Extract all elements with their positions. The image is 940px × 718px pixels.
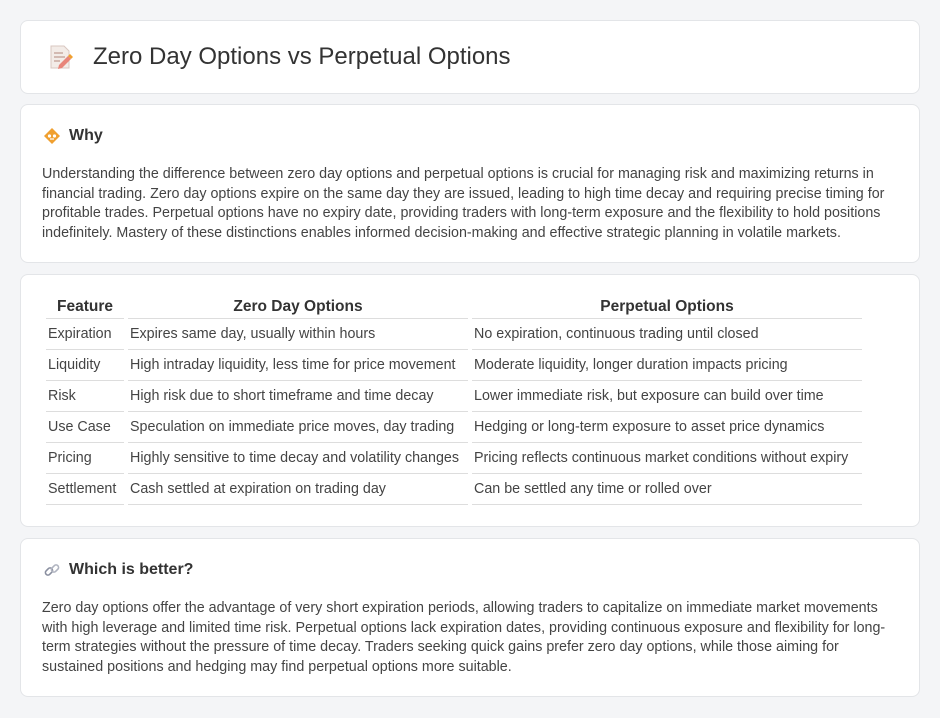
document-pencil-icon xyxy=(47,43,73,71)
table-row xyxy=(46,381,862,412)
table-row xyxy=(46,474,862,505)
better-card xyxy=(20,538,920,697)
table-row xyxy=(46,350,862,381)
table-row xyxy=(46,412,862,443)
feature-cell: Risk xyxy=(46,381,124,412)
zero-day-cell: Speculation on immediate price moves, day trading xyxy=(128,412,468,443)
why-body: Understanding the difference between zero day options and perpetual options is crucial for managing risk and maximizing returns in financial trading. Zero day options expire on the same day they are issued, leading to high time decay and requiring precise timing for profitable trades. Perpetual options have no expiry date, providing traders with long-term exposure and the flexibility to hold positions indefinitely. Mastery of these distinctions enables informed decision-making and effective strategic planning in volatile markets. xyxy=(42,166,885,241)
page-title: Zero Day Options vs Perpetual Options xyxy=(93,43,511,70)
zero-day-cell: Expires same day, usually within hours xyxy=(128,319,468,350)
better-header xyxy=(43,561,193,579)
feature-cell: Pricing xyxy=(46,443,124,474)
warning-diamond-icon xyxy=(43,127,61,145)
perpetual-cell: Hedging or long-term exposure to asset price dynamics xyxy=(472,412,862,443)
why-card xyxy=(20,104,920,263)
table-row xyxy=(46,443,862,474)
perpetual-cell: No expiration, continuous trading until closed xyxy=(472,319,862,350)
table-row xyxy=(46,319,862,350)
comparison-card xyxy=(20,274,920,527)
header-zero-day: Zero Day Options xyxy=(128,294,468,319)
better-heading: Which is better? xyxy=(69,561,194,578)
zero-day-cell: High intraday liquidity, less time for price movement xyxy=(128,350,468,381)
table-header-row xyxy=(46,294,862,319)
zero-day-cell: High risk due to short timeframe and time decay xyxy=(128,381,468,412)
feature-cell: Liquidity xyxy=(46,350,124,381)
feature-cell: Use Case xyxy=(46,412,124,443)
perpetual-cell: Lower immediate risk, but exposure can build over time xyxy=(472,381,862,412)
zero-day-cell: Cash settled at expiration on trading day xyxy=(128,474,468,505)
why-header xyxy=(43,127,103,145)
perpetual-cell: Can be settled any time or rolled over xyxy=(472,474,862,505)
header-perpetual: Perpetual Options xyxy=(472,294,862,319)
title-card xyxy=(20,20,920,94)
link-icon xyxy=(43,561,61,579)
feature-cell: Expiration xyxy=(46,319,124,350)
comparison-table xyxy=(42,294,866,505)
header-feature: Feature xyxy=(46,294,124,319)
perpetual-cell: Moderate liquidity, longer duration impacts pricing xyxy=(472,350,862,381)
better-body: Zero day options offer the advantage of very short expiration periods, allowing traders to capitalize on immediate market movements with high leverage and limited time risk. Perpetual options lack expiration dates, providing continuous exposure and flexibility for long-term strategies without the pressure of time decay. Traders seeking quick gains prefer zero day options, while those aiming for sustained positions and hedging may find perpetual options more suitable. xyxy=(42,600,886,675)
why-heading: Why xyxy=(69,127,103,144)
zero-day-cell: Highly sensitive to time decay and volatility changes xyxy=(128,443,468,474)
feature-cell: Settlement xyxy=(46,474,124,505)
perpetual-cell: Pricing reflects continuous market conditions without expiry xyxy=(472,443,862,474)
title-row xyxy=(47,43,511,71)
